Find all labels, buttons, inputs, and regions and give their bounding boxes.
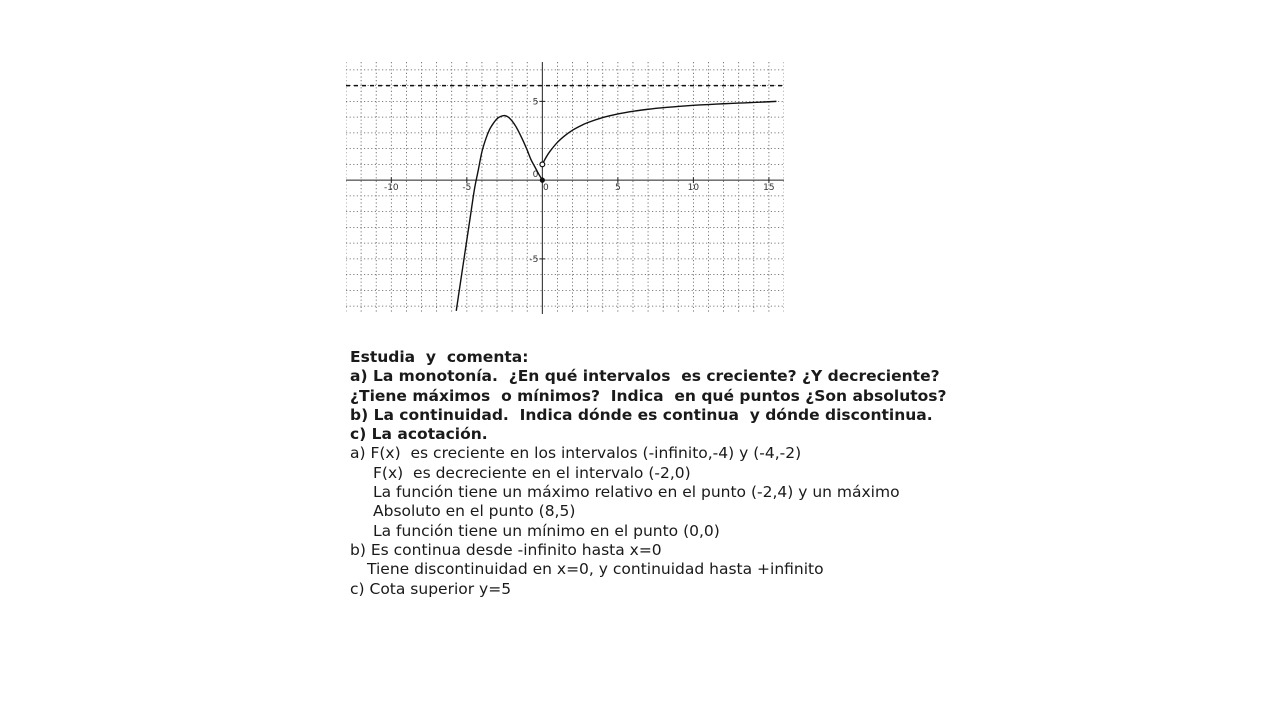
answer-a-minimum: La función tiene un mínimo en el punto (0,0): [373, 521, 720, 540]
open-point: [540, 162, 545, 167]
answer-b-continuous: b) Es continua desde -infinito hasta x=0: [350, 540, 662, 559]
x-tick-label: 10: [687, 183, 700, 194]
answer-a-maximum: La función tiene un máximo relativo en el punto (-2,4) y un máximo: [373, 483, 900, 502]
x-tick-label: 5: [614, 183, 621, 194]
y-tick-label: -5: [529, 254, 539, 265]
x-tick-label: -10: [383, 183, 399, 194]
grid: [346, 62, 784, 314]
answer-a-increasing: a) F(x) es creciente en los intervalos (-infinito,-4) y (-4,-2): [350, 444, 802, 463]
question-b: b) La continuidad. Indica dónde es continua y dónde discontinua.: [350, 405, 933, 424]
question-intro: Estudia y comenta:: [350, 348, 529, 366]
function-graph: [346, 62, 784, 314]
x-tick-label: -5: [462, 183, 472, 194]
x-tick-label: 15: [763, 183, 775, 194]
axes: [346, 62, 784, 314]
filled-point: [540, 178, 545, 183]
tick-labels: [384, 97, 775, 265]
question-c: c) La acotación.: [350, 425, 488, 444]
exercise-text: [350, 348, 970, 599]
question-a: a) La monotonía. ¿En qué intervalos es creciente? ¿Y decreciente?: [350, 367, 940, 386]
x-tick-label: 0: [542, 183, 549, 194]
y-tick-label: 5: [532, 97, 539, 108]
origin-label: 0: [532, 170, 539, 181]
answer-c-bound: c) Cota superior y=5: [350, 579, 512, 598]
answer-a-absolute: Absoluto en el punto (8,5): [373, 502, 576, 521]
question-a-extrema: ¿Tiene máximos o mínimos? Indica en qué puntos ¿Son absolutos?: [350, 386, 947, 405]
answer-a-decreasing: F(x) es decreciente en el intervalo (-2,0): [373, 463, 691, 482]
answer-b-discontinuity: Tiene discontinuidad en x=0, y continuidad hasta +infinito: [367, 560, 824, 579]
curve-left-branch: [456, 116, 542, 311]
